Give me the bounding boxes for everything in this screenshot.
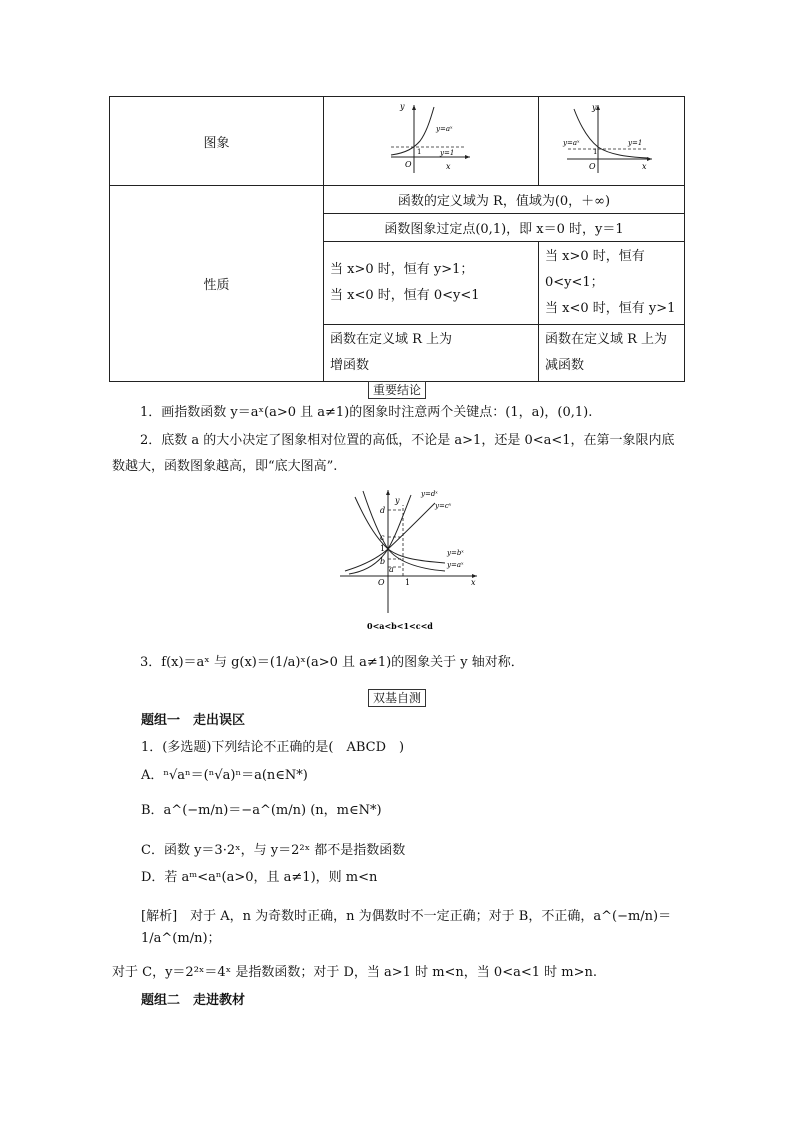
question-1-option-c: C．函数 y＝3·2ˣ，与 y＝2²ˣ 都不是指数函数 — [141, 843, 406, 858]
question-1-option-d: D．若 aᵐ<aⁿ(a>0，且 a≠1)，则 m<n — [141, 870, 378, 885]
curve-label: y=aˣ — [562, 139, 579, 147]
fixed-point-cell: 函数图象过定点(0,1)，即 x＝0 时，y＝1 — [324, 214, 685, 242]
right-prop-1: 当 x>0 时，恒有 — [545, 249, 645, 264]
label-b: b — [380, 557, 386, 566]
right-mono-2: 减函数 — [545, 358, 585, 373]
x-axis-label: x — [471, 578, 476, 587]
domain-range-cell: 函数的定义域为 R，值域为(0，＋∞) — [324, 186, 685, 214]
base-comparison-figure — [335, 485, 485, 635]
increasing-props-cell — [324, 242, 539, 325]
right-prop-3: 当 x<0 时，恒有 y>1 — [545, 301, 676, 316]
decreasing-mono-cell — [539, 325, 685, 382]
origin-label: O — [588, 162, 596, 171]
conclusions-heading: 重要结论 — [368, 381, 426, 399]
label-yc: y=cˣ — [435, 502, 452, 510]
conclusion-2: 2．底数 a 的大小决定了图象相对位置的高低，不论是 a>1，还是 0<a<1，在第一象限内底数越大，函数图象越高，即“底大图高”. — [112, 433, 675, 474]
graph-decreasing — [539, 97, 685, 186]
group-1-title: 题组一 走出误区 — [141, 713, 246, 728]
right-mono-1: 函数在定义域 R 上为 — [545, 332, 668, 347]
props-row-label: 性质 — [110, 186, 324, 382]
left-mono-1: 函数在定义域 R 上为 — [330, 332, 453, 347]
analysis-line-1: [解析] 对于 A，n 为奇数时正确，n 为偶数时不一定正确；对于 B，不正确，a^(−m/n)＝1/a^(m/n)； — [141, 909, 672, 946]
conclusions-heading-wrap — [0, 381, 794, 399]
graph-increasing — [324, 97, 539, 186]
decreasing-props-cell — [539, 242, 685, 325]
label-yb: y=bˣ — [447, 549, 464, 557]
one-label: 1 — [417, 148, 422, 156]
question-1-option-b: B．a^(−m/n)＝−a^(m/n) (n，m∈N*) — [141, 803, 382, 818]
practice-heading-wrap — [0, 689, 794, 707]
origin-label: O — [405, 160, 412, 169]
curve-label: y=aˣ — [436, 125, 453, 133]
decreasing-exp-graph — [562, 101, 662, 177]
group-2-title: 题组二 走进教材 — [141, 993, 246, 1008]
label-a: a — [389, 565, 394, 574]
question-1-stem: 1．(多选题)下列结论不正确的是( ABCD ) — [141, 740, 405, 755]
conclusion-1: 1．画指数函数 y＝aˣ(a>0 且 a≠1)的图象时注意两个关键点：(1，a)，(0,1). — [140, 405, 593, 420]
label-c: c — [380, 533, 385, 542]
label-one-y: 1 — [380, 544, 386, 553]
y-axis-label: y — [395, 496, 400, 505]
practice-heading: 双基自测 — [368, 689, 426, 707]
one-label: 1 — [592, 148, 597, 156]
increasing-mono-cell — [324, 325, 539, 382]
figure-caption: 0<a<b<1<c<d — [367, 621, 433, 631]
label-one-x: 1 — [405, 578, 411, 587]
origin-label: O — [378, 578, 385, 587]
conclusion-3: 3．f(x)＝aˣ 与 g(x)＝(1/a)ˣ(a>0 且 a≠1)的图象关于 y 轴对称． — [140, 655, 524, 670]
analysis-line-2: 对于 C，y＝2²ˣ＝4ˣ 是指数函数；对于 D，当 a>1 时 m<n，当 0<a<1 时 m>n. — [112, 965, 597, 980]
y-axis-label: y — [400, 102, 405, 111]
line-label: y=1 — [627, 139, 642, 147]
label-ya: y=aˣ — [447, 561, 464, 569]
left-mono-2: 增函数 — [330, 358, 370, 373]
label-yd: y=dˣ — [421, 490, 438, 498]
left-prop-2: 当 x<0 时，恒有 0<y<1 — [330, 288, 480, 303]
properties-table — [109, 96, 685, 382]
x-axis-label: x — [446, 162, 451, 171]
graph-row-label: 图象 — [110, 97, 324, 186]
y-axis-label: y — [591, 103, 597, 112]
x-axis-label: x — [641, 162, 647, 171]
increasing-exp-graph — [386, 101, 476, 177]
left-prop-1: 当 x>0 时，恒有 y>1； — [330, 262, 474, 277]
right-prop-2: 0<y<1； — [545, 275, 604, 290]
label-d: d — [380, 506, 386, 515]
line-label: y=1 — [440, 149, 455, 157]
question-1-option-a: A．ⁿ√aⁿ＝(ⁿ√a)ⁿ＝a(n∈N*) — [141, 768, 308, 783]
